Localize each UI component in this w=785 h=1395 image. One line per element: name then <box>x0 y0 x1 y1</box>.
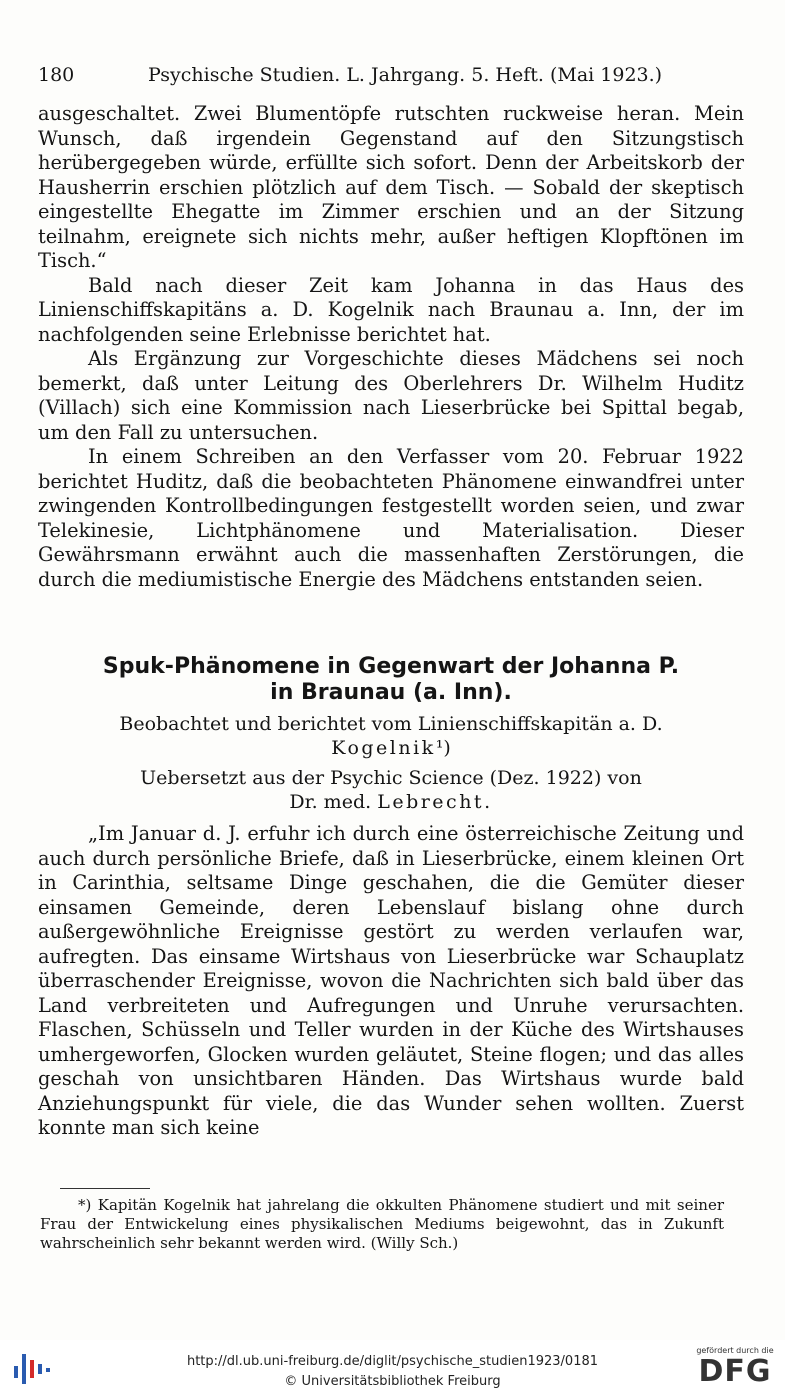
translation-line: Uebersetzt aus der Psychic Science (Dez. 1922) von <box>140 767 642 789</box>
translation-credit <box>38 766 744 814</box>
paragraph: Als Ergänzung zur Vorgeschichte dieses Mädchens sei noch bemerkt, daß unter Leitung des Oberlehrers Dr. Wilhelm Huditz (Villach) sich eine Kommission nach Lieserbrücke bei Spittal begab, um den Fall zu untersuchen. <box>38 347 744 444</box>
footnote-mark: ¹) <box>435 737 451 759</box>
viewer-footer <box>0 1340 785 1395</box>
translator-prefix: Dr. med. <box>289 791 372 813</box>
section-title-line-2: in Braunau (a. Inn). <box>270 680 512 705</box>
paragraph: In einem Schreiben an den Verfasser vom 20. Februar 1922 berichtet Huditz, daß die beobachteten Phänomene einwandfrei unter zwingenden Kontrollbedingungen festgestellt worden seien, und zwar Telekinesie, Lichtphänomene und Materialisation. Dieser Gewährsmann erwähnt auch die massenhaften Zerstörungen, die durch die mediumistische Energie des Mädchens entstanden seien. <box>38 445 744 591</box>
paragraph: ausgeschaltet. Zwei Blumentöpfe rutschten ruckweise heran. Mein Wunsch, daß irgendein Gegenstand auf den Sitzungstisch herübergegeben würde, erfüllte sich sofort. Denn der Arbeitskorb der Hausherrin erschien plötzlich auf dem Tisch. — Sobald der skeptisch eingestellte Ehegatte im Zimmer erschien und an der Sitzung teilnahm, ereignete sich nichts mehr, außer heftigen Klopftönen im Tisch.“ <box>38 102 744 272</box>
body-text-top <box>38 102 744 592</box>
subtitle-author: Kogelnik <box>331 737 436 759</box>
subtitle-line: Beobachtet und berichtet vom Linienschiffskapitän a. D. <box>119 713 663 735</box>
dfg-logo-text: DFG <box>698 1354 772 1389</box>
copyright-text: © Universitätsbibliothek Freiburg <box>284 1374 501 1389</box>
paragraph: Bald nach dieser Zeit kam Johanna in das Haus des Linienschiffskapitäns a. D. Kogelnik nach Braunau a. Inn, der im nachfolgenden seine Erlebnisse berichtet hat. <box>38 273 744 346</box>
dfg-note: gefördert durch die <box>696 1346 774 1355</box>
body-text-bottom <box>38 822 744 1141</box>
footnote <box>40 1196 724 1253</box>
section-title-line-1: Spuk-Phänomene in Gegenwart der Johanna P. <box>102 654 680 679</box>
section-subtitle <box>38 712 744 760</box>
section-heading <box>38 654 744 814</box>
paragraph: „Im Januar d. J. erfuhr ich durch eine österreichische Zeitung und auch durch persönliche Briefe, daß in Lieserbrücke, einem kleinen Ort in Carinthia, seltsame Dinge geschahen, die die Gemüter dieser einsamen Gemeinde, deren Lebenslauf bislang ohne durch außergewöhnliche Ereignisse gestört zu werden verlaufen war, aufregten. Das einsame Wirtshaus von Lieserbrücke war Schauplatz überraschender Ereignisse, wovon die Nachrichten sich bald über das Land verbreiteten und Aufregungen und Unruhe verursachten. Flaschen, Schüsseln und Teller wurden in der Küche des Wirtshauses umhergeworfen, Glocken wurden geläutet, Steine flogen; und das alles geschah von unsichtbaren Händen. Das Wirtshaus wurde bald Anziehungspunkt für viele, die das Wunder sehen wollten. Zuerst konnte man sich keine <box>38 822 744 1139</box>
running-title: Psychische Studien. L. Jahrgang. 5. Heft. (Mai 1923.) <box>148 64 663 86</box>
page-number: 180 <box>38 64 75 86</box>
dfg-logo <box>690 1346 780 1392</box>
footnote-text: *) Kapitän Kogelnik hat jahrelang die okkulten Phänomene studiert und mit seiner Frau der Entwickelung eines physikalischen Mediums beigewohnt, das in Zukunft wahrscheinlich sehr bekannt werden wird. (Willy Sch.) <box>40 1196 724 1252</box>
footnote-rule <box>60 1188 150 1189</box>
source-url-link[interactable]: http://dl.ub.uni-freiburg.de/diglit/psychische_studien1923/0181 <box>186 1354 599 1369</box>
translator-name: Lebrecht. <box>377 791 493 813</box>
